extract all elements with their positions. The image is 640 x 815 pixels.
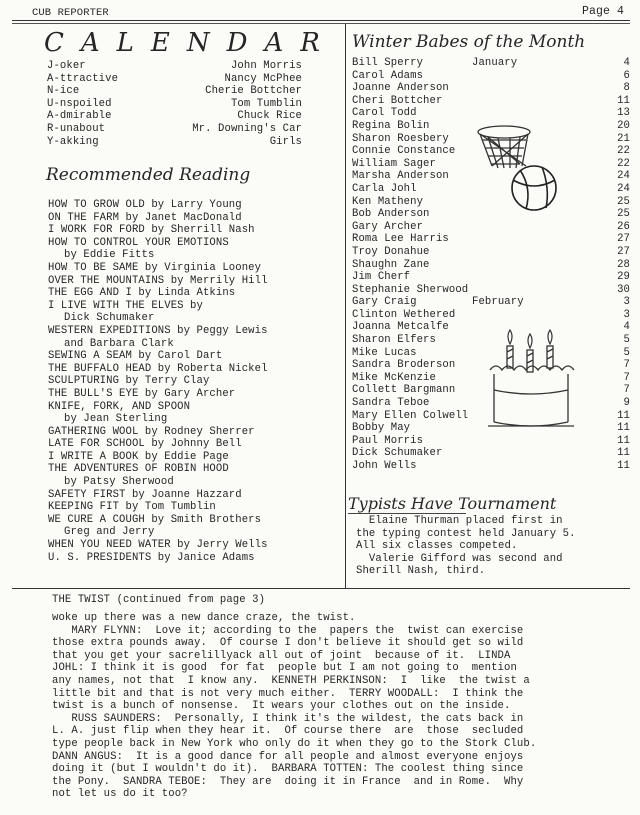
- reading-item: Dick Schumaker: [64, 312, 155, 325]
- birthday-day: 9: [623, 397, 630, 410]
- birthday-name: Marsha Anderson: [352, 170, 449, 183]
- birthday-name: Joanna Metcalfe: [352, 321, 449, 334]
- twist-heading: THE TWIST (continued from page 3): [52, 594, 266, 606]
- typists-article: [356, 515, 636, 578]
- reading-item: THE BULL'S EYE by Gary Archer: [48, 387, 236, 400]
- calendar-row: [47, 60, 302, 73]
- typists-title: Typists Have Tournament: [348, 494, 557, 513]
- birthday-month: January: [472, 57, 518, 69]
- reading-item: KNIFE, FORK, AND SPOON: [48, 400, 191, 413]
- birthday-name: Connie Constance: [352, 145, 456, 158]
- birthday-day: 20: [617, 119, 630, 132]
- basketball-icon: [512, 166, 556, 210]
- birthday-name: Gary Archer: [352, 220, 424, 233]
- birthday-row: [352, 296, 630, 309]
- reading-item: I WRITE A BOOK by Eddie Page: [48, 450, 229, 463]
- birthday-day: 27: [617, 245, 630, 258]
- reading-item: THE ADVENTURES OF ROBIN HOOD: [48, 463, 229, 476]
- reading-item: Greg and Jerry: [64, 526, 155, 539]
- calendar-person: Cherie Bottcher: [205, 85, 302, 98]
- twist-line: RUSS SAUNDERS: Personally, I think it's the wildest, the cats back in: [52, 712, 524, 725]
- birthday-row: [352, 309, 630, 322]
- twist-line: those extra pounds away. Of course I don't believe it should get so wild: [52, 637, 524, 650]
- section-rule: [12, 588, 630, 589]
- reading-item: HOW TO GROW OLD by Larry Young: [48, 199, 242, 211]
- birthday-row: [352, 82, 630, 95]
- birthday-day: 28: [617, 258, 630, 271]
- typists-line: Valerie Gifford was second and: [356, 552, 563, 565]
- birthday-day: 8: [623, 82, 630, 95]
- birthday-row: [352, 221, 630, 234]
- birthday-name: Gary Craig: [352, 296, 417, 309]
- birthday-day: 11: [617, 460, 630, 472]
- birthday-row: [352, 70, 630, 83]
- reading-item: SEWING A SEAM by Carol Dart: [48, 350, 223, 363]
- birthday-name: Dick Schumaker: [352, 447, 443, 460]
- birthday-day: 6: [623, 69, 630, 82]
- calendar-row: [47, 85, 302, 98]
- birthday-day: 5: [623, 346, 630, 359]
- twist-line: that you get your sacrelillyack all out of joint because of it. LINDA: [52, 649, 511, 662]
- birthday-name: Jim Cherf: [352, 271, 411, 284]
- birthday-day: 30: [617, 283, 630, 296]
- reading-item: HOW TO CONTROL YOUR EMOTIONS: [48, 236, 229, 249]
- birthday-name: Collett Bargmann: [352, 384, 456, 397]
- twist-line: MARY FLYNN: Love it; according to the papers the twist can exercise: [52, 624, 524, 637]
- calendar-person: Tom Tumblin: [230, 97, 302, 110]
- calendar-acrostic: A-dmirable: [47, 110, 112, 123]
- reading-item: THE BUFFALO HEAD by Roberta Nickel: [48, 362, 268, 375]
- calendar-acrostic: A-ttractive: [47, 72, 119, 85]
- birthday-day: 11: [617, 422, 630, 435]
- calendar-acrostic: U-nspoiled: [47, 97, 112, 110]
- calendar-title: CALENDAR: [44, 28, 337, 58]
- twist-line: the Pony. SANDRA TEBOE: They are doing it in France and in Rome. Why: [52, 775, 524, 788]
- birthday-row: [352, 259, 630, 272]
- birthday-name: William Sager: [352, 157, 436, 170]
- twist-line: type people back in New York who only do it when they go to the Stork Club.: [52, 737, 537, 750]
- birthday-name: Mike McKenzie: [352, 371, 436, 384]
- reading-item: SAFETY FIRST by Joanne Hazzard: [48, 488, 242, 501]
- reading-item: I WORK FOR FORD by Sherrill Nash: [48, 224, 255, 237]
- birthday-day: 25: [617, 195, 630, 208]
- birthday-row: [352, 460, 630, 473]
- birthday-day: 3: [623, 308, 630, 321]
- birthday-name: Carol Adams: [352, 69, 424, 82]
- twist-line: not let us do it too?: [52, 788, 188, 801]
- basketball-hoop-illustration: [476, 118, 556, 218]
- reading-item: WHEN YOU NEED WATER by Jerry Wells: [48, 539, 268, 552]
- birthday-name: Cheri Bottcher: [352, 94, 443, 107]
- birthday-name: Carol Todd: [352, 107, 417, 120]
- winter-babes-title: Winter Babes of the Month: [352, 32, 586, 52]
- birthday-day: 24: [617, 182, 630, 195]
- typists-line: Elaine Thurman placed first in: [356, 515, 563, 527]
- reading-item: I LIVE WITH THE ELVES by: [48, 299, 203, 312]
- reading-item: KEEPING FIT by Tom Tumblin: [48, 501, 216, 514]
- birthday-day: 7: [623, 384, 630, 397]
- birthday-row: [352, 435, 630, 448]
- birthday-day: 5: [623, 334, 630, 347]
- calendar-acrostic: R-unabout: [47, 122, 106, 135]
- reading-item: ON THE FARM by Janet MacDonald: [48, 211, 242, 224]
- birthday-day: 7: [623, 359, 630, 372]
- recommended-reading-title: Recommended Reading: [46, 165, 251, 185]
- reading-item: by Patsy Sherwood: [64, 476, 174, 489]
- birthday-name: Roma Lee Harris: [352, 233, 449, 246]
- reading-item: by Jean Sterling: [64, 413, 168, 426]
- candle-flame-icon: [508, 330, 552, 348]
- calendar-list: [47, 60, 302, 148]
- typists-underline: [348, 513, 466, 514]
- birthday-day: 11: [617, 447, 630, 460]
- birthday-name: Mary Ellen Colwell: [352, 409, 469, 422]
- calendar-row: [47, 123, 302, 136]
- birthday-name: Joanne Anderson: [352, 82, 449, 95]
- birthday-day: 11: [617, 434, 630, 447]
- calendar-acrostic: N-ice: [47, 85, 80, 98]
- calendar-acrostic: Y-akking: [47, 135, 99, 148]
- reading-item: THE EGG AND I by Linda Atkins: [48, 287, 236, 300]
- calendar-row: [47, 110, 302, 123]
- page-number: Page 4: [581, 5, 624, 18]
- birthday-cake-illustration: [488, 330, 578, 435]
- calendar-person: Mr. Downing's Car: [192, 122, 302, 135]
- reading-item: GATHERING WOOL by Rodney Sherrer: [48, 425, 255, 438]
- recommended-reading-list: [48, 199, 338, 564]
- twist-line: any names, not that I know any. KENNETH PERKINSON: I like the twist a: [52, 674, 530, 687]
- birthday-row: [352, 447, 630, 460]
- reading-item: OVER THE MOUNTAINS by Merrily Hill: [48, 274, 268, 287]
- birthday-name: Troy Donahue: [352, 245, 430, 258]
- birthday-day: 11: [617, 94, 630, 107]
- birthday-day: 22: [617, 157, 630, 170]
- birthday-row: [352, 233, 630, 246]
- birthday-day: 7: [623, 371, 630, 384]
- calendar-row: [47, 98, 302, 111]
- birthday-day: 4: [623, 321, 630, 334]
- reading-item: SCULPTURING by Terry Clay: [48, 375, 210, 388]
- birthday-row: [352, 57, 630, 70]
- birthday-name: Ken Matheny: [352, 195, 424, 208]
- birthday-day: 22: [617, 145, 630, 158]
- birthday-name: Sharon Roesbery: [352, 132, 449, 145]
- birthday-day: 24: [617, 170, 630, 183]
- reading-item: by Eddie Fitts: [64, 249, 155, 262]
- birthday-row: [352, 95, 630, 108]
- birthday-day: 13: [617, 107, 630, 120]
- birthday-day: 27: [617, 233, 630, 246]
- top-rule: [12, 20, 630, 21]
- twist-line: little bit and that is not very much either. TERRY WOODALL: I think the: [52, 687, 524, 700]
- reading-item: WESTERN EXPEDITIONS by Peggy Lewis: [48, 324, 268, 337]
- calendar-row: [47, 136, 302, 149]
- birthday-day: 29: [617, 271, 630, 284]
- twist-line: JOHL: I think it is good for fat people but I am not going to mention: [52, 662, 517, 675]
- reading-item: LATE FOR SCHOOL by Johnny Bell: [48, 438, 242, 451]
- calendar-person: Nancy McPhee: [224, 72, 302, 85]
- birthday-name: Bill Sperry: [352, 57, 424, 69]
- twist-line: L. A. just flip when they hear it. Of course there are those secluded: [52, 725, 524, 738]
- birthday-name: John Wells: [352, 460, 417, 472]
- birthday-name: Paul Morris: [352, 434, 424, 447]
- reading-item: WE CURE A COUGH by Smith Brothers: [48, 513, 262, 526]
- birthday-day: 3: [623, 296, 630, 309]
- birthday-name: Bob Anderson: [352, 208, 430, 221]
- reading-item: HOW TO BE SAME by Virginia Looney: [48, 261, 262, 274]
- birthday-day: 25: [617, 208, 630, 221]
- birthday-name: Stephanie Sherwood: [352, 283, 469, 296]
- masthead: [12, 6, 626, 20]
- birthday-row: [352, 246, 630, 259]
- calendar-acrostic: J-oker: [47, 60, 86, 72]
- birthday-row: [352, 284, 630, 297]
- birthday-day: 11: [617, 409, 630, 422]
- column-divider: [345, 24, 346, 589]
- calendar-row: [47, 73, 302, 86]
- top-rule-thin: [12, 23, 630, 24]
- birthday-name: Bobby May: [352, 422, 411, 435]
- twist-line: woke up there was a new dance craze, the twist.: [52, 612, 356, 624]
- twist-article: [52, 612, 634, 801]
- twist-line: doing it (but I wouldn't do it). BARBARA TOTTEN: The coolest thing since: [52, 763, 524, 776]
- twist-line: twist is a bunch of nonsense. It wears your clothes out on the inside.: [52, 700, 511, 713]
- typists-line: Sherill Nash, third.: [356, 565, 486, 578]
- reading-item: U. S. PRESIDENTS by Janice Adams: [48, 551, 255, 564]
- birthday-day: 4: [623, 57, 630, 69]
- typists-line: All six classes competed.: [356, 540, 518, 553]
- twist-line: DANN ANGUS: It is a good dance for all people and almost everyone enjoys: [52, 750, 524, 763]
- birthday-name: Shaughn Zane: [352, 258, 430, 271]
- birthday-day: 21: [617, 132, 630, 145]
- birthday-name: Sandra Teboe: [352, 397, 430, 410]
- birthday-name: Sandra Broderson: [352, 359, 456, 372]
- publication-name: CUB REPORTER: [32, 7, 109, 19]
- birthday-name: Mike Lucas: [352, 346, 417, 359]
- birthday-month: February: [472, 296, 524, 309]
- reading-item: and Barbara Clark: [64, 337, 174, 350]
- birthday-day: 26: [617, 220, 630, 233]
- calendar-person: John Morris: [230, 60, 302, 72]
- calendar-person: Girls: [269, 135, 302, 148]
- birthday-name: Clinton Wethered: [352, 308, 456, 321]
- birthday-name: Regina Bolin: [352, 119, 430, 132]
- birthday-name: Sharon Elfers: [352, 334, 436, 347]
- typists-line: the typing contest held January 5.: [356, 527, 576, 540]
- birthday-name: Carla Johl: [352, 182, 417, 195]
- calendar-person: Chuck Rice: [237, 110, 302, 123]
- birthday-row: [352, 271, 630, 284]
